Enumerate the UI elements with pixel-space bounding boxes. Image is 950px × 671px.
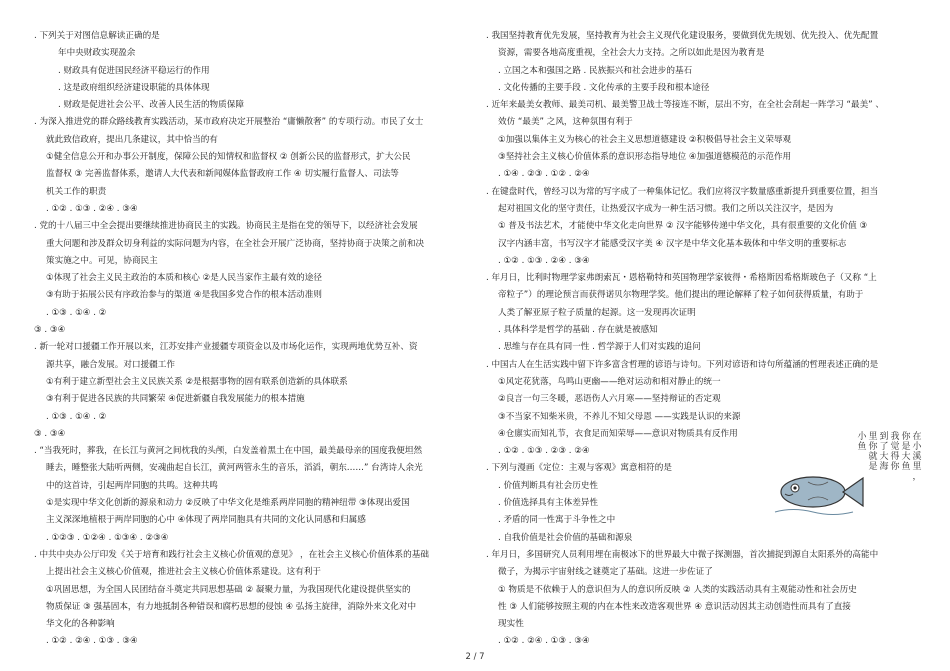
text-line: . 矛盾的同一性寓于斗争性之中 xyxy=(498,515,616,526)
text-line: . 下列关于对图信息解读正确的是 xyxy=(34,31,160,41)
text-line: . 这是政府组织经济建设职能的具体体现 xyxy=(58,82,210,93)
text-line: 微子，为揭示宇宙射线之谜奠定了基础。这进一步佐证了 xyxy=(498,567,713,578)
text-line: 帝粒子”）的理论预言而获得诺贝尔物理学奖。他们提出的理论解释了粒子如何获得质量，有助于 xyxy=(498,290,864,301)
text-line: 起对祖国文化的坚守责任，让热爱汉字成为一种生活习惯。我们之所以关注汉字，是因为 xyxy=(498,203,834,214)
text-line: . 新一轮对口援疆工作开展以来，江苏安排产业援疆专项资金以及市场化运作，实现两地优势互补、资 xyxy=(34,342,418,353)
text-line: . ①②③ . ①②④ . ①③④ . ②③④ xyxy=(46,532,169,543)
text-line: . 年月日，比利时物理学家弗朗索瓦・恩格勒特和英国物理学家彼得・希格斯因希格斯玻色子（又称 “上 xyxy=(486,273,877,284)
text-line: . 中共中央办公厅印发《关于培育和践行社会主义核心价值观的意见》 ，在社会主义核心价值体系的基础 xyxy=(34,549,429,560)
text-line: . 党的十八届三中全会提出要继续推进协商民主的实践。协商民主是指在党的领导下，以经济社会发展 xyxy=(34,221,418,232)
text-line: ①健全信息公开和办事公开制度，保障公民的知情权和监督权 ② 创新公民的监督形式，扩大公民 xyxy=(46,152,411,163)
text-line: . ①② . ②④ . ①③ . ③④ xyxy=(46,636,138,647)
text-line: . 价值判断具有社会历史性 xyxy=(498,480,598,491)
text-line: . ①③ . ①④ . ② xyxy=(46,411,107,422)
text-line: . 为深入推进党的群众路线教育实践活动，某市政府决定开展整治 “庸懒散奢” 的专项行动。市民了女士 xyxy=(34,117,424,128)
page-number: 2 / 7 xyxy=(465,652,485,662)
text-line: 主义深深地植根于两岸同胞的心中 ④体现了两岸同胞具有共同的文化认同感和归属感 xyxy=(46,515,366,526)
text-line: 策实施之中。可见，协商民主 xyxy=(46,255,158,266)
cartoon-caption-line: 在小溪里， xyxy=(912,432,922,482)
text-line: 上提出社会主义核心价值观，推进社会主义核心价值体系建设。这有利于 xyxy=(46,567,322,578)
text-line: 机关工作的职责 xyxy=(46,186,107,197)
text-line: 物质保证 ③ 强基固本，有力地抵制各种错误和腐朽思想的侵蚀 ④ 弘扬主旋律，消除外来文化对中 xyxy=(46,601,417,612)
text-line: . 自我价值是社会价值的基础和源泉 xyxy=(498,532,633,543)
text-line: ②良言一句三冬暖，恶语伤人六月寒——坚持辩证的否定观 xyxy=(498,394,721,405)
text-line: ①风定花犹落，鸟鸣山更幽——绝对运动和相对静止的统一 xyxy=(498,376,721,387)
text-line: . ①③ . ①④ . ② xyxy=(46,307,107,318)
text-line: . 下列与漫画《定位：主观与客观》寓意相符的是 xyxy=(486,463,672,474)
text-line: ③不当家不知柴米贵，不养儿不知父母恩 ——实践是认识的来源 xyxy=(498,411,741,422)
text-line: 监督权 ③ 完善监督体系，邀请人大代表和新闻媒体监督政府工作 ④ 切实履行监督人、司法等 xyxy=(46,169,399,180)
text-line: . 财政是促进社会公平、改善人民生活的物质保障 xyxy=(58,100,244,111)
text-line: 就此致信政府，提出几条建议，其中恰当的有 xyxy=(46,134,218,145)
text-line: . 财政具有促进国民经济平稳运行的作用 xyxy=(58,65,210,76)
text-line: 人类了解亚原子粒子质量的起源。这一发现再次证明 xyxy=(498,307,696,318)
text-line: ③有助于拓展公民有序政治参与的渠道 ④是我国多党合作的根本活动准则 xyxy=(46,290,322,301)
text-line: ①加强以集体主义为核心的社会主义思想道德建设 ②积极倡导社会主义荣辱观 xyxy=(498,134,792,145)
text-line: . 年月日，多国研究人员利用埋在南极冰下的世界最大中微子探测器，首次捕捉到源自太阳系外的高能中 xyxy=(486,549,879,560)
cartoon-caption-line: 小鱼 xyxy=(857,432,867,452)
cartoon-caption-line: 你是大鱼 xyxy=(901,432,911,472)
text-line: ③坚持社会主义核心价值体系的意识形态指导地位 ④加强道德模范的示范作用 xyxy=(498,152,792,163)
text-line: . 立国之本和强国之路 . 民族振兴和社会进步的基石 xyxy=(498,65,693,76)
text-line: . ①② . ②④ . ①③ . ③④ xyxy=(498,636,590,647)
text-line: . 中国古人在生活实践中留下许多富含哲理的谚语与诗句。下列对谚语和诗句所蕴涵的哲理表述正确的是 xyxy=(486,359,879,370)
text-line: . 在键盘时代，曾经习以为常的写字成了一种集体记忆。我们应将汉字数量感重新提升到重要位置，担当 xyxy=(486,186,879,197)
text-line: . 文化传播的主要手段 . 文化传承的主要手段和根本途径 xyxy=(498,82,710,93)
text-line: 年中央财政实现盈余 xyxy=(58,48,136,59)
text-line: 现实性 xyxy=(498,619,524,630)
text-line: 资源，需要各地高度重视，全社会大力支持。之所以如此是因为教育是 xyxy=(498,48,765,59)
cartoon-caption xyxy=(857,430,922,482)
text-line: . ①② . ①③ . ②④ . ③④ xyxy=(498,255,590,266)
cartoon-caption-line: 里你就是 xyxy=(868,432,878,472)
text-line: 汉字内涵丰富，书写汉字才能感受汉字美 ④ 汉字是中华文化基本载体和中华文明的重要标志 xyxy=(498,238,847,249)
text-line: ③ . ③④ xyxy=(34,428,66,439)
text-line: ①是实现中华文化创新的源泉和动力 ②反映了中华文化是维系两岸同胞的精神纽带 ③体现出爱国 xyxy=(46,498,410,509)
text-line: . ①④ . ②③ . ①② . ②④ xyxy=(498,169,590,180)
text-line: 重大问题和涉及群众切身利益的实际问题为内容，在全社会开展广泛协商，坚持协商于决策之前和决 xyxy=(46,238,425,249)
text-line: ① 普及书法艺术，才能使中华文化走向世界 ② 汉字能够传递中华文化，具有很重要的文化价值 ③ xyxy=(498,221,868,232)
text-line: 性 ③ 人们能够按照主观的内在本性来改造客观世界 ④ 意识活动因其主动创造性而具有了直接 xyxy=(498,601,851,612)
text-line: ① 物质是不依赖于人的意识但为人的意识所反映 ② 人类的实践活动具有主观能动性和社会历史 xyxy=(498,584,857,595)
text-line: ③ . ③④ xyxy=(34,325,66,336)
fish-icon xyxy=(775,477,863,515)
text-line: . 近年来最美女教师、最美司机、最美警卫战士等接连不断，层出不穷，在全社会刮起一阵学习 “最美” 、 xyxy=(486,100,884,111)
text-line: ④仓廪实而知礼节，衣食足而知荣辱——意识对物质具有反作用 xyxy=(498,428,738,439)
left-column xyxy=(34,28,464,651)
text-line: 效仿 “最美” 之风，这种氛围有利于 xyxy=(498,117,633,128)
text-line: . 具体科学是哲学的基础 . 存在就是被感知 xyxy=(498,325,658,336)
text-line: . “当我死时，葬我，在长江与黄河之间枕我的头颅，白发盖着黑土在中国，最美最母亲的国度我便坦然 xyxy=(34,446,423,457)
right-column xyxy=(486,28,926,651)
text-line: 睡去，睡整张大陆听两侧，安魂曲起自长江，黄河两管永生的音乐，滔滔，朝东……” 台湾诗人余光 xyxy=(46,463,423,474)
cartoon-caption-line: 我觉得你 xyxy=(890,432,900,472)
text-line: . ①② . ①③ . ②④ . ③④ xyxy=(46,203,138,214)
text-line: ①体现了社会主义民主政治的本质和核心 ②是人民当家作主最有效的途径 xyxy=(46,273,322,284)
text-line: ①巩固思想，为全国人民团结奋斗奠定共同思想基础 ② 凝聚力量，为我国现代化建设提供坚实的 xyxy=(46,584,411,595)
text-line: 中的这首诗，引起两岸同胞的共鸣。这种共鸣 xyxy=(46,480,218,491)
text-line: . 思维与存在具有同一性 . 哲学源于人们对实践的追问 xyxy=(498,342,701,353)
text-line: 华文化的各种影响 xyxy=(46,619,115,630)
text-line: ③有利于促进各民族的共同繁荣 ④促进新疆自我发展能力的根本措施 xyxy=(46,394,305,405)
text-line: . ①② . ①③ . ②③ . ②④ xyxy=(498,446,590,457)
text-line: . 价值选择具有主体差异性 xyxy=(498,498,598,509)
cartoon-caption-line: 到了大海 xyxy=(879,432,889,472)
text-line: ①有利于建立新型社会主义民族关系 ②是根据事物的固有联系创造新的具体联系 xyxy=(46,376,348,387)
text-line: 源共享，融合发展。对口援疆工作 xyxy=(46,359,175,370)
cartoon-fish-illustration xyxy=(773,430,923,522)
text-line: . 我国坚持教育优先发展，坚持教育为社会主义现代化建设服务，要做到优先规划、优先投入、优先配置 xyxy=(486,31,879,41)
